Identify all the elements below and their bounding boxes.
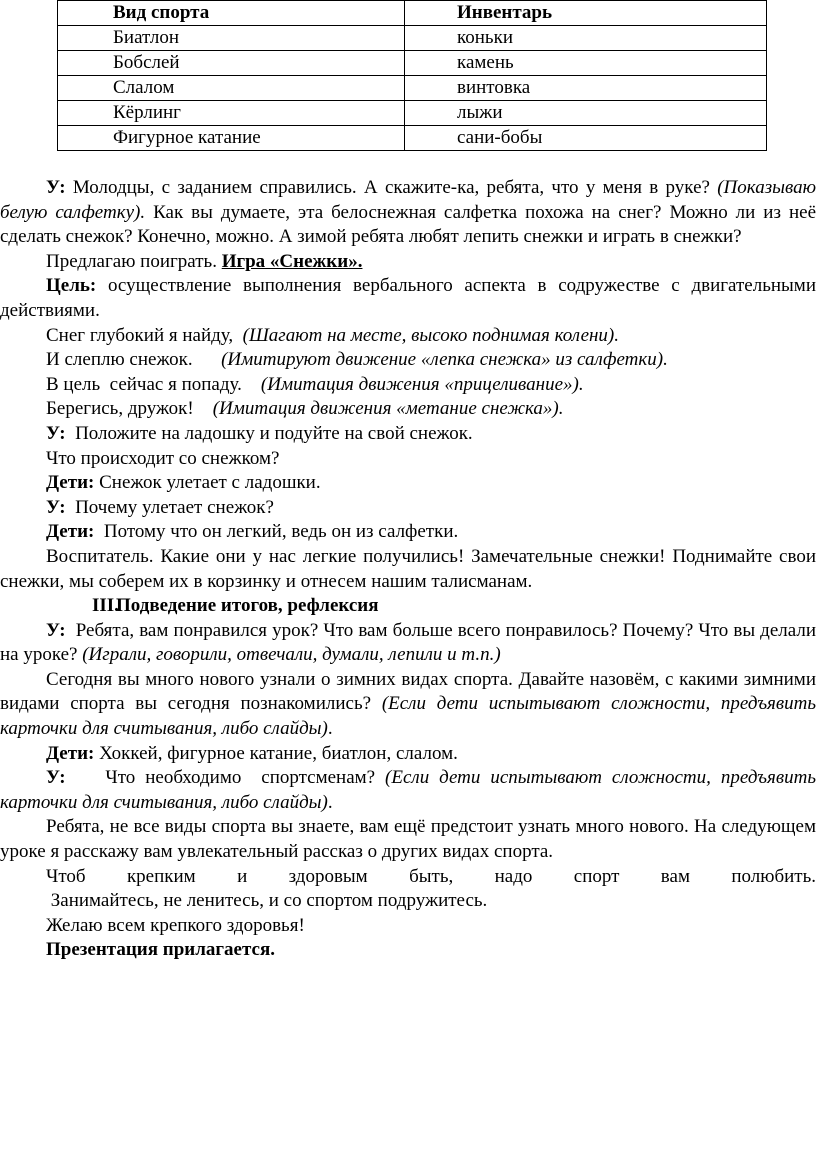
table-header-equipment: Инвентарь [405,1,767,26]
dialogue-line: Что происходит со снежком? [46,447,280,469]
table-row [58,26,767,51]
speaker-label: Дети: [46,521,95,543]
dialogue-line: Дети: Потому что он легкий, ведь он из салфетки. [46,521,459,543]
paragraph-goal: Цель: осуществление выполнения вербального аспекта в содружестве с двигательными действиями. [0,275,816,321]
speaker-label: У: [46,496,66,518]
dialogue-line: У: Положите на ладошку и подуйте на свой снежок. [46,422,473,444]
speaker-label: Дети: [46,742,95,764]
presentation-note: Презентация прилагается. [46,939,275,961]
game-title: Игра «Снежки». [221,250,363,272]
paragraph-question: У: Что необходимо спортсменам? (Если дети испытывают сложности, предъявить карточки для считывания, либо слайды). [0,767,816,813]
table-cell: винтовка [405,76,767,101]
table-header-sport: Вид спорта [58,1,405,26]
dialogue-line: Дети: Снежок улетает с ладошки. [46,472,321,494]
verse-line: В цель сейчас я попаду. (Имитация движения «прицеливание»). [46,373,584,395]
table-row [58,126,767,151]
table-cell: Биатлон [58,26,405,51]
table-header-row [58,1,767,26]
verse-line: Снег глубокий я найду, (Шагают на месте, высоко поднимая колени). [46,324,620,346]
table-cell: сани-бобы [405,126,767,151]
dialogue-line: Дети: Хоккей, фигурное катание, биатлон, слалом. [46,742,458,764]
table-row [58,76,767,101]
dialogue-line: У: Почему улетает снежок? [46,496,274,518]
section-title: Подведение итогов, рефлексия [116,595,379,617]
table-row [58,101,767,126]
table-cell: камень [405,51,767,76]
sports-equipment-table [57,0,767,151]
speaker-label: Дети: [46,472,95,494]
speaker-label: У: [46,177,66,198]
paragraph-summary: Сегодня вы много нового узнали о зимних видах спорта. Давайте назовём, с какими зимними видами спорта вы сегодня познакомились? (Если дети испытывают сложности, предъявить карточки для считывания, либо слайды). [0,668,816,740]
speaker-label: У: [46,767,66,789]
goal-label: Цель: [46,275,97,297]
poem-line: Занимайтесь, не ленитесь, и со спортом подружитесь. [46,890,488,912]
wish-line: Желаю всем крепкого здоровья! [46,914,305,936]
paragraph-reflection: У: Ребята, вам понравился урок? Что вам больше всего понравилось? Почему? Что вы делали на уроке? (Играли, говорили, отвечали, думали, лепили и т.п.) [0,619,816,666]
table-cell: Бобслей [58,51,405,76]
paragraph-closing: Ребята, не все виды спорта вы знаете, вам ещё предстоит узнать много нового. На следующем уроке я расскажу вам увлекательный рассказ о других видах спорта. [0,816,816,863]
table-cell: коньки [405,26,767,51]
poem-line: Чтоб крепким и здоровым быть, надо спорт вам полюбить. [46,865,816,887]
paragraph-teacher: Воспитатель. Какие они у нас легкие получились! Замечательные снежки! Поднимайте свои снежки, мы соберем их в корзинку и отнесем нашим талисманам. [0,545,816,592]
table-cell: Слалом [58,76,405,101]
table-row [58,51,767,76]
section-heading [0,594,816,619]
lesson-text [0,176,816,963]
section-number: III. [92,595,119,617]
verse-line: И слеплю снежок. (Имитируют движение «лепка снежка» из салфетки). [46,349,668,371]
speaker-label: У: [46,619,66,641]
table-cell: Кёрлинг [58,101,405,126]
table-cell: Фигурное катание [58,126,405,151]
paragraph-game: Предлагаю поиграть. Игра «Снежки». [46,250,363,272]
speaker-label: У: [46,422,66,444]
table-cell: лыжи [405,101,767,126]
verse-line: Берегись, дружок! (Имитация движения «метание снежка»). [46,398,564,420]
paragraph-intro: У: Молодцы, с заданием справились. А скажите-ка, ребята, что у меня в руке? (Показываю белую салфетку). Как вы думаете, эта белоснежная салфетка похожа на снег? Можно ли из неё сделать снежок? Конечно, можно. А зимой ребята любят лепить снежки и играть в снежки? [0,177,816,248]
